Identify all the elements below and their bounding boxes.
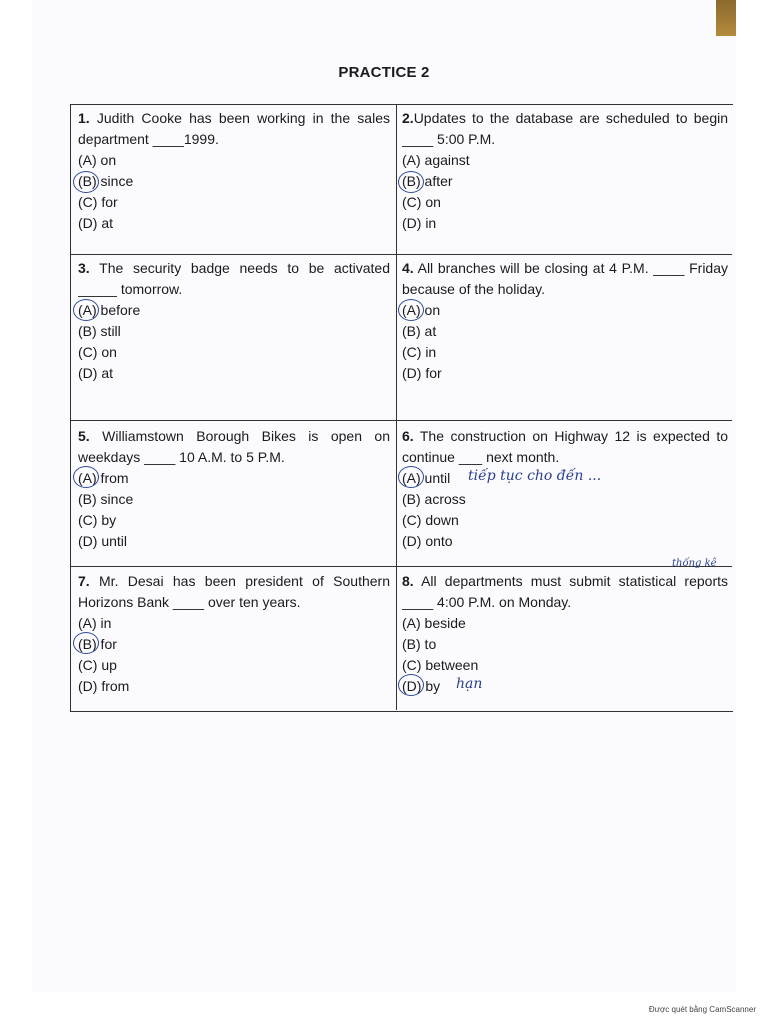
grid-column-divider: [396, 104, 397, 710]
grid-divider: [70, 420, 732, 421]
option-b: (B) at: [402, 323, 437, 339]
question-cell-5: [78, 426, 390, 552]
option-c: (C) on: [78, 344, 117, 360]
answer-circle-q5: [73, 466, 99, 488]
option-d: (D) onto: [402, 533, 453, 549]
option-c: (C) by: [78, 512, 117, 528]
handwritten-note-q8-above: thống kê: [672, 558, 717, 569]
option-d: (D) at: [78, 215, 113, 231]
option-d: (D) from: [78, 678, 130, 694]
answer-circle-q4: [398, 299, 424, 321]
option-a: (A) beside: [402, 615, 466, 631]
option-a: (A) on: [402, 302, 441, 318]
option-d: (D) for: [402, 365, 442, 381]
option-a: (A) against: [402, 152, 470, 168]
answer-circle-q6: [398, 466, 424, 488]
option-a: (A) from: [78, 470, 129, 486]
grid-divider: [70, 566, 732, 567]
handwritten-note-q8: hạn: [456, 676, 483, 692]
option-c: (C) in: [402, 344, 437, 360]
option-b: (B) still: [78, 323, 121, 339]
question-text: 8. All departments must submit statistical reports ____ 4:00 P.M. on Monday.: [402, 573, 728, 610]
option-c: (C) between: [402, 657, 479, 673]
scanner-footer: Được quét bằng CamScanner: [648, 1005, 756, 1014]
question-text: 2.Updates to the database are scheduled to begin ____ 5:00 P.M.: [402, 110, 728, 147]
page-corner-mark: [716, 0, 736, 36]
option-c: (C) down: [402, 512, 459, 528]
answer-circle-q3: [73, 299, 99, 321]
question-cell-1: [78, 108, 390, 234]
answer-circle-q2: [398, 171, 424, 193]
question-cell-3: [78, 258, 390, 384]
question-text: 6. The construction on Highway 12 is expected to continue ___ next month.: [402, 428, 728, 465]
grid-divider: [70, 254, 732, 255]
option-a: (A) on: [78, 152, 117, 168]
answer-circle-q7: [73, 632, 99, 654]
question-cell-6: [402, 426, 728, 552]
option-c: (C) on: [402, 194, 441, 210]
option-c: (C) for: [78, 194, 118, 210]
question-text: 4. All branches will be closing at 4 P.M. ____ Friday because of the holiday.: [402, 260, 728, 297]
question-cell-7: [78, 571, 390, 697]
option-b: (B) across: [402, 491, 466, 507]
question-cell-8: [402, 571, 728, 697]
option-a: (A) until: [402, 470, 451, 486]
option-d: (D) until: [78, 533, 128, 549]
option-b: (B) since: [78, 491, 134, 507]
option-b: (B) for: [78, 636, 117, 652]
question-text: 5. Williamstown Borough Bikes is open on weekdays ____ 10 A.M. to 5 P.M.: [78, 428, 390, 465]
option-b: (B) to: [402, 636, 437, 652]
question-cell-2: [402, 108, 728, 234]
option-a: (A) before: [78, 302, 141, 318]
answer-circle-q8: [398, 674, 424, 696]
option-d: (D) by: [402, 678, 441, 694]
option-a: (A) in: [78, 615, 112, 631]
handwritten-note-q6: tiếp tục cho đến ...: [468, 468, 602, 484]
option-c: (C) up: [78, 657, 117, 673]
question-text: 7. Mr. Desai has been president of Southern Horizons Bank ____ over ten years.: [78, 573, 390, 610]
option-b: (B) since: [78, 173, 134, 189]
option-b: (B) after: [402, 173, 453, 189]
option-d: (D) in: [402, 215, 437, 231]
answer-circle-q1: [73, 171, 99, 193]
page-title: PRACTICE 2: [338, 64, 430, 81]
question-text: 1. Judith Cooke has been working in the sales department ____1999.: [78, 110, 390, 147]
option-d: (D) at: [78, 365, 113, 381]
question-cell-4: [402, 258, 728, 384]
question-text: 3. The security badge needs to be activated _____ tomorrow.: [78, 260, 390, 297]
